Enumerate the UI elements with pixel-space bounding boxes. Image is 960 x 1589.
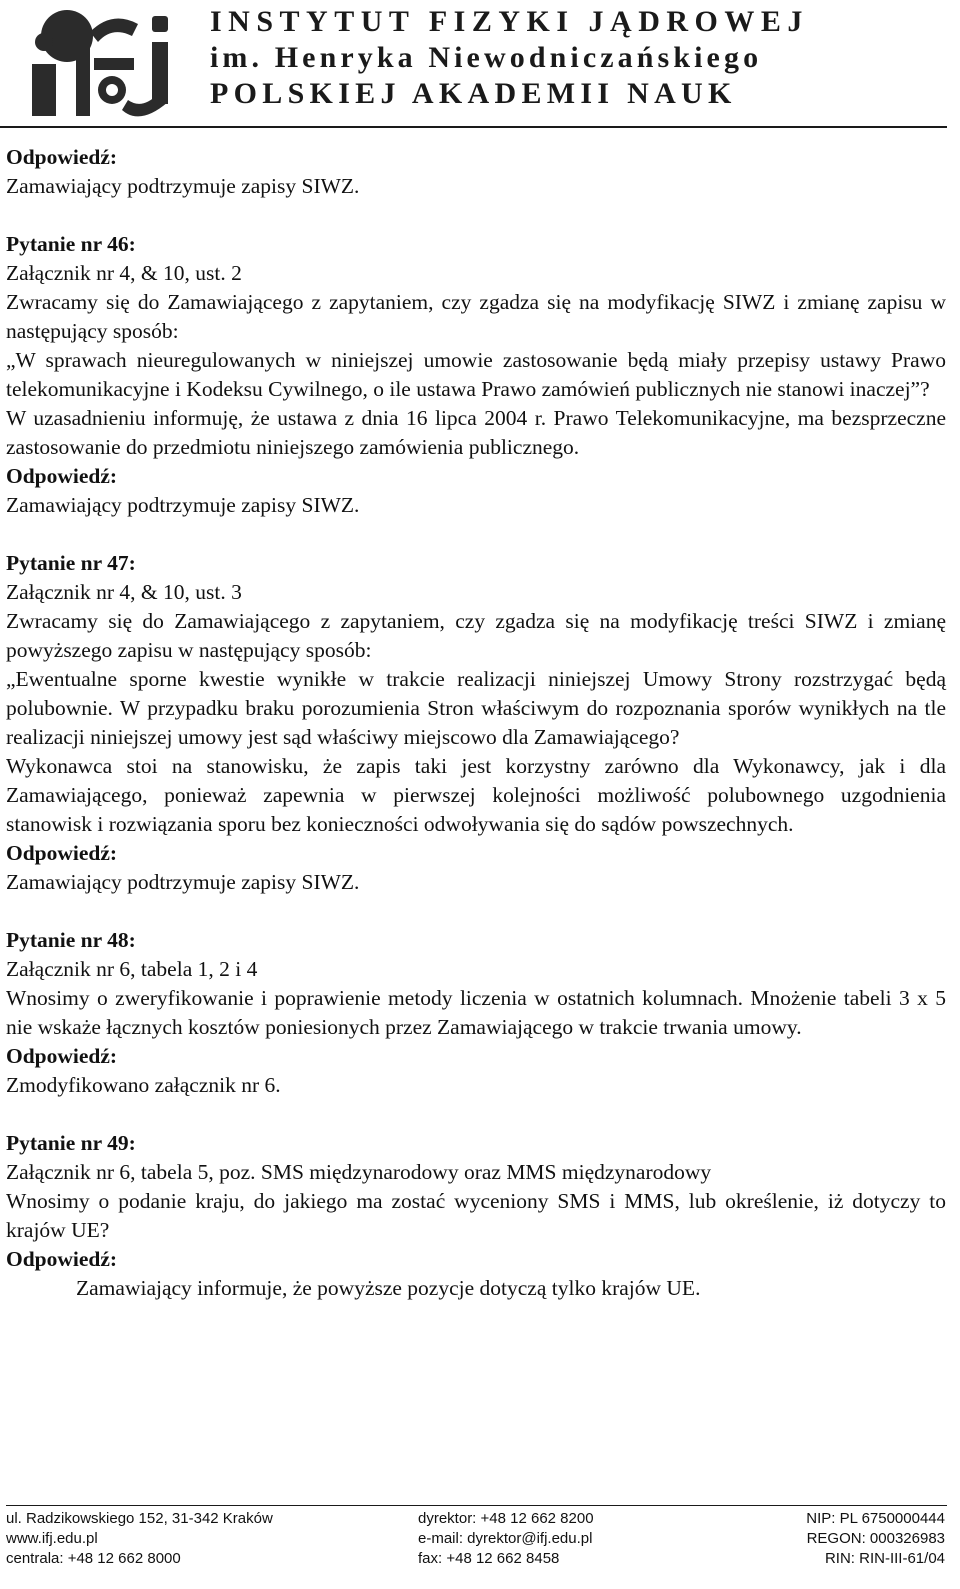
question-reference: Załącznik nr 6, tabela 5, poz. SMS międzynarodowy oraz MMS międzynarodowy: [6, 1160, 712, 1184]
footer-registry-block: [767, 1509, 945, 1569]
answer-label: Odpowiedź:: [6, 464, 118, 488]
question-text: Wnosimy o zweryfikowanie i poprawienie metody liczenia w ostatnich kolumnach. Mnożenie tabeli 3 x 5 nie wskaże łącznych kosztów poniesionych przez Zamawiającego w trakcie trwania umowy.: [6, 986, 946, 1039]
answer-text: Zamawiający podtrzymuje zapisy SIWZ.: [6, 870, 360, 894]
answer-text: Zamawiający informuje, że powyższe pozycje dotyczą tylko krajów UE.: [76, 1276, 701, 1300]
letterhead: [0, 0, 960, 128]
footer-fax: fax: +48 12 662 8458: [418, 1550, 560, 1567]
question-quote: „Ewentualne sporne kwestie wynikłe w trakcie realizacji niniejszej Umowy Strony rozstrzygać będą polubownie. W przypadku braku porozumienia Stron właściwym do rozpoznania sporów wynikłych na tle realizacji niniejszej umowy jest sąd właściwy miejscowo dla Zamawiającego?: [6, 667, 946, 749]
document-body: [6, 143, 946, 1303]
ifj-logo-icon: [12, 2, 202, 122]
answer-text: Zamawiający podtrzymuje zapisy SIWZ.: [6, 493, 360, 517]
header-divider: [0, 126, 947, 128]
question-text: Zwracamy się do Zamawiającego z zapytaniem, czy zgadza się na modyfikację treści SIWZ i zmianę powyższego zapisu w następujący sposób:: [6, 609, 946, 662]
footer-nip: NIP: PL 6750000444: [806, 1510, 945, 1527]
answer-label: Odpowiedź:: [6, 1044, 118, 1068]
footer-website-link[interactable]: www.ifj.edu.pl: [6, 1530, 98, 1547]
question-text: Zwracamy się do Zamawiającego z zapytaniem, czy zgadza się na modyfikację SIWZ i zmianę zapisu w następujący sposób:: [6, 290, 946, 343]
question-title: Pytanie nr 48:: [6, 928, 136, 952]
footer-email-link[interactable]: e-mail: dyrektor@ifj.edu.pl: [418, 1530, 593, 1547]
answer-text: Zmodyfikowano załącznik nr 6.: [6, 1073, 281, 1097]
institute-name-line-1: INSTYTUT FIZYKI JĄDROWEJ: [210, 5, 809, 38]
question-justification: W uzasadnieniu informuję, że ustawa z dnia 16 lipca 2004 r. Prawo Telekomunikacyjne, ma bezsprzeczne zastosowanie do przedmiotu niniejszego zamówienia publicznego.: [6, 406, 946, 459]
footer-address: ul. Radzikowskiego 152, 31-342 Kraków: [6, 1510, 273, 1527]
question-text: Wnosimy o podanie kraju, do jakiego ma zostać wyceniony SMS i MMS, lub określenie, iż dotyczy to krajów UE?: [6, 1189, 946, 1242]
footer-central-phone: centrala: +48 12 662 8000: [6, 1550, 181, 1567]
institute-name-line-3: POLSKIEJ AKADEMII NAUK: [210, 77, 737, 110]
answer-text: Zamawiający podtrzymuje zapisy SIWZ.: [6, 174, 360, 198]
footer-address-block: [6, 1509, 273, 1569]
footer-director-phone: dyrektor: +48 12 662 8200: [418, 1510, 594, 1527]
question-reference: Załącznik nr 6, tabela 1, 2 i 4: [6, 957, 258, 981]
answer-label: Odpowiedź:: [6, 145, 118, 169]
question-quote: „W sprawach nieuregulowanych w niniejszej umowie zastosowanie będą miały przepisy ustawy Prawo telekomunikacyjne i Kodeksu Cywilnego, o ile ustawa Prawo zamówień publicznych nie stanowi inaczej”?: [6, 348, 946, 401]
institute-name: [210, 4, 950, 112]
institute-name-line-2: im. Henryka Niewodniczańskiego: [210, 41, 763, 74]
question-reference: Załącznik nr 4, & 10, ust. 2: [6, 261, 242, 285]
footer-divider: [6, 1505, 947, 1506]
question-title: Pytanie nr 49:: [6, 1131, 136, 1155]
footer-regon: REGON: 000326983: [806, 1530, 945, 1547]
question-title: Pytanie nr 46:: [6, 232, 136, 256]
question-reference: Załącznik nr 4, & 10, ust. 3: [6, 580, 242, 604]
footer-contact-block: [418, 1509, 594, 1569]
question-title: Pytanie nr 47:: [6, 551, 136, 575]
question-justification: Wykonawca stoi na stanowisku, że zapis taki jest korzystny zarówno dla Wykonawcy, jak i dla Zamawiającego, ponieważ zapewnia w pierwszej kolejności możliwość polubownego uzgodnienia stanowisk i rozwiązania sporu bez konieczności odwoływania się do sądów powszechnych.: [6, 754, 946, 836]
footer-rin: RIN: RIN-III-61/04: [824, 1550, 945, 1567]
answer-label: Odpowiedź:: [6, 1247, 118, 1271]
answer-label: Odpowiedź:: [6, 841, 118, 865]
